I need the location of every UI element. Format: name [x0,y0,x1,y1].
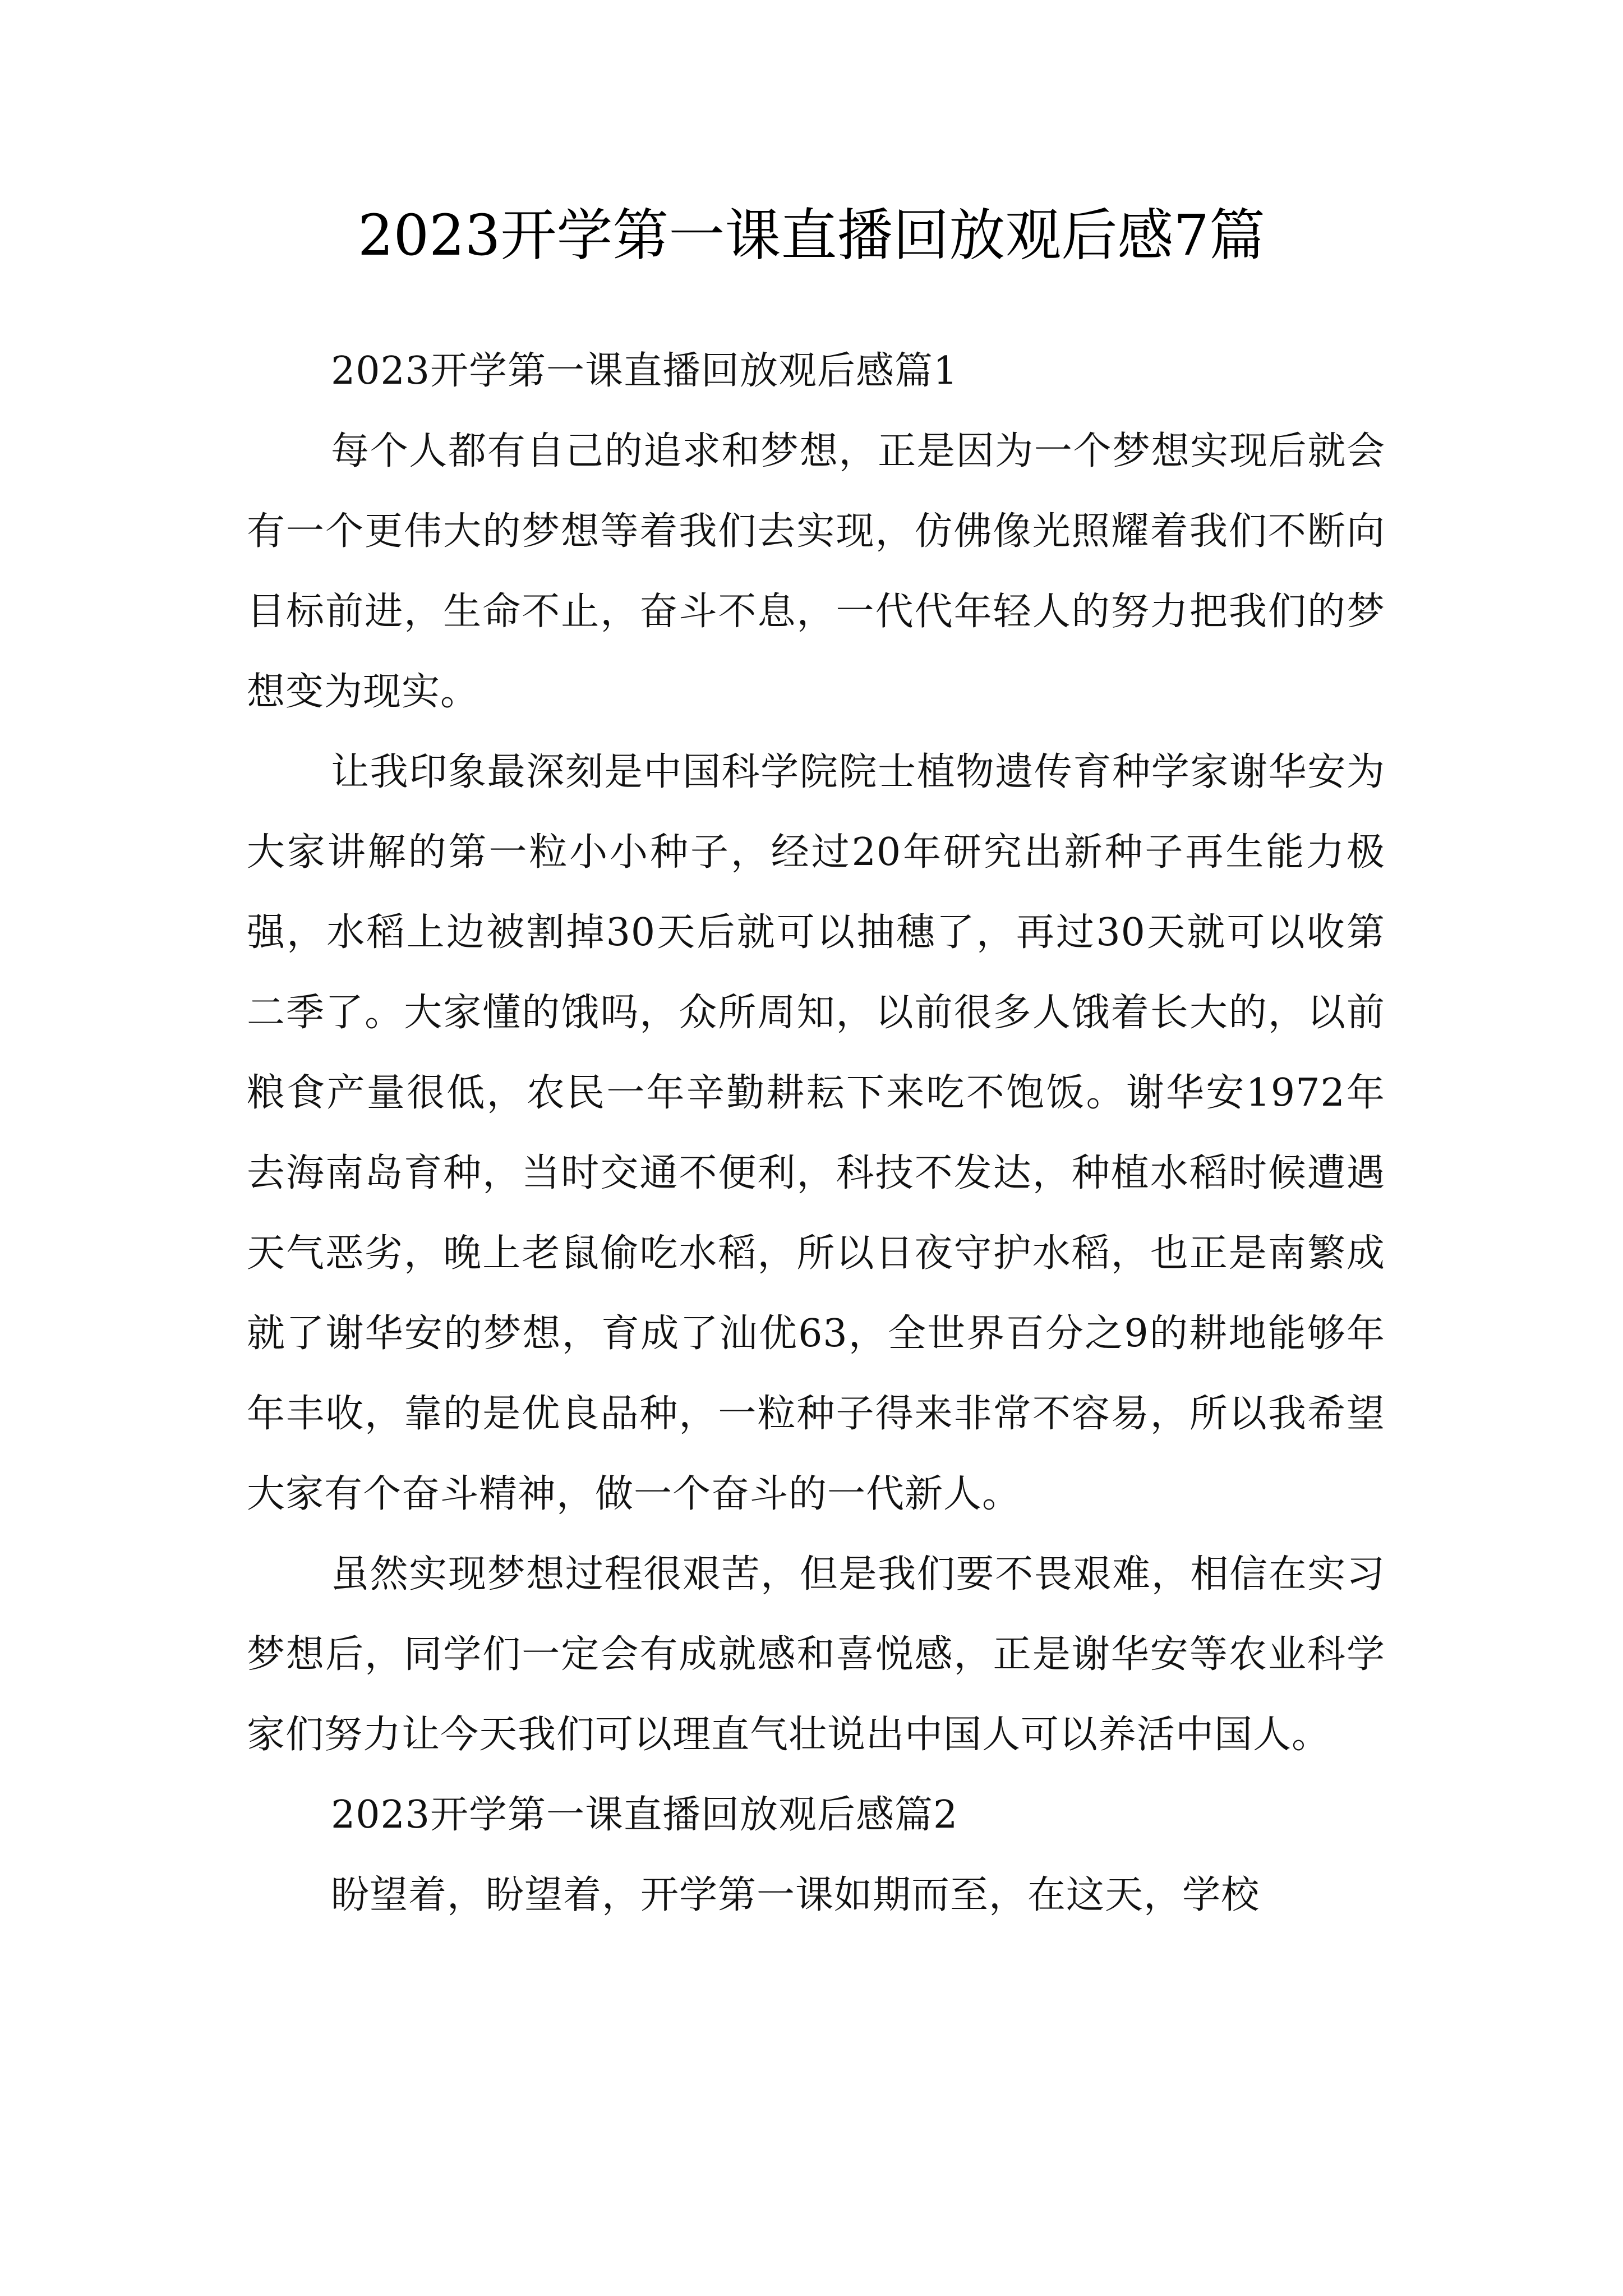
section-heading-1: 2023开学第一课直播回放观后感篇1 [331,349,958,393]
section-1-paragraph-1: 每个人都有自己的追求和梦想，正是因为一个梦想实现后就会有一个更伟大的梦想等着我们去实现，仿佛像光照耀着我们不断向目标前进，生命不止，奋斗不息，一代代年轻人的努力把我们的梦想变为现实。 [247,429,1385,714]
section-1-paragraph-3: 虽然实现梦想过程很艰苦，但是我们要不畏艰难，相信在实习梦想后，同学们一定会有成就感和喜悦感，正是谢华安等农业科学家们努力让今天我们可以理直气壮说出中国人可以养活中国人。 [247,1552,1385,1757]
section-1-paragraph-2: 让我印象最深刻是中国科学院院士植物遗传育种学家谢华安为大家讲解的第一粒小小种子，经过20年研究出新种子再生能力极强，水稻上边被割掉30天后就可以抽穗了，再过30天就可以收第二季了。大家懂的饿吗，众所周知，以前很多人饿着长大的，以前粮食产量很低，农民一年辛勤耕耘下来吃不饱饭。谢华安1972年去海南岛育种，当时交通不便利，科技不发达，种植水稻时候遭遇天气恶劣，晚上老鼠偷吃水稻，所以日夜守护水稻，也正是南繁成就了谢华安的梦想，育成了汕优63，全世界百分之9的耕地能够年年丰收，靠的是优良品种，一粒种子得来非常不容易，所以我希望大家有个奋斗精神，做一个奋斗的一代新人。 [247,750,1385,1516]
document-body [247,331,1385,1935]
document-title: 2023开学第一课直播回放观后感7篇 [357,203,1266,268]
section-heading-2: 2023开学第一课直播回放观后感篇2 [331,1793,958,1837]
section-2-paragraph-1: 盼望着，盼望着，开学第一课如期而至，在这天，学校 [331,1873,1260,1917]
